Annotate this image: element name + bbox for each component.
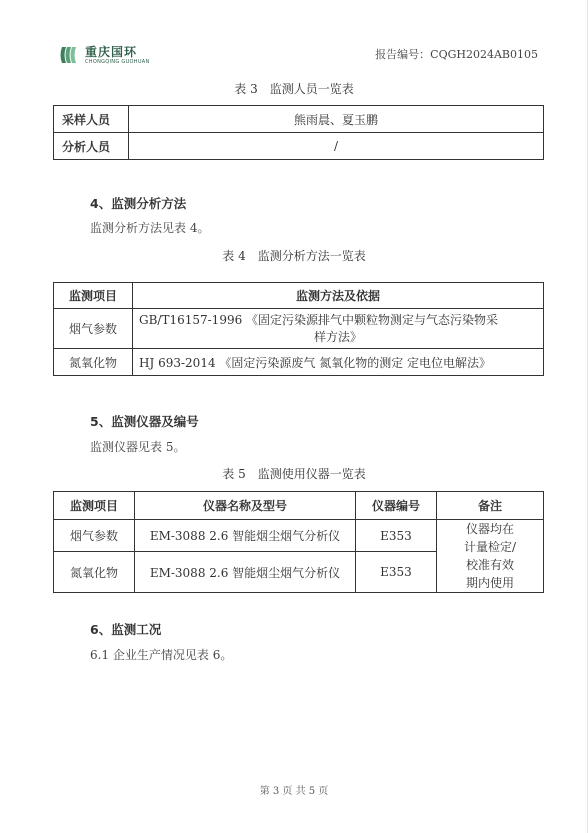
report-number: 报告编号：CQGH2024AB0105 (375, 48, 538, 61)
staff-table (53, 105, 544, 160)
table-row (54, 349, 544, 376)
table-row (54, 133, 544, 160)
method-table (53, 282, 544, 376)
table-row (54, 106, 544, 133)
method-item-flue: 烟气参数 (54, 309, 133, 349)
section4-heading: 4、监测分析方法 (90, 196, 187, 211)
method-item-nox: 氮氧化物 (54, 349, 133, 376)
instrument-header-code: 仪器编号 (356, 492, 437, 520)
logo-icon (58, 44, 80, 66)
instrument-name-nox: EM-3088 2.6 智能烟尘烟气分析仪 (135, 552, 356, 593)
staff-label-sampling: 采样人员 (54, 106, 129, 133)
section6-heading: 6、监测工况 (90, 622, 162, 637)
method-header-method: 监测方法及依据 (133, 283, 544, 309)
instrument-code-nox: E353 (356, 552, 437, 593)
remark-line: 期内使用 (465, 576, 514, 590)
section4-text: 监测分析方法见表 4。 (90, 221, 210, 235)
table-row (54, 283, 544, 309)
instrument-header-name: 仪器名称及型号 (135, 492, 356, 520)
section5-heading: 5、监测仪器及编号 (90, 414, 199, 429)
section6-text: 6.1 企业生产情况见表 6。 (90, 648, 233, 662)
instrument-name-flue: EM-3088 2.6 智能烟尘烟气分析仪 (135, 520, 356, 552)
instrument-item-flue: 烟气参数 (54, 520, 135, 552)
method-header-item: 监测项目 (54, 283, 133, 309)
staff-label-analysis: 分析人员 (54, 133, 129, 160)
method-desc-flue-line2: 样方法》 (313, 329, 362, 344)
instrument-header-remark: 备注 (437, 492, 544, 520)
instrument-item-nox: 氮氧化物 (54, 552, 135, 593)
instrument-header-item: 监测项目 (54, 492, 135, 520)
method-desc-nox: HJ 693-2014 《固定污染源废气 氮氧化物的测定 定电位电解法》 (133, 349, 544, 376)
instrument-remark (437, 520, 544, 593)
section5-text: 监测仪器见表 5。 (90, 440, 186, 454)
logo-name-cn: 重庆国环 (85, 44, 138, 59)
remark-line: 校准有效 (465, 558, 514, 572)
instrument-table (53, 491, 544, 593)
staff-value-analysis: / (129, 133, 544, 160)
method-desc-flue (133, 309, 544, 349)
remark-line: 仪器均在 (465, 522, 514, 536)
table-row (54, 492, 544, 520)
instrument-code-flue: E353 (356, 520, 437, 552)
remark-line: 计量检定/ (463, 540, 517, 554)
table3-caption: 表 3 监测人员一览表 (234, 82, 354, 96)
page-number: 第 3 页 共 5 页 (259, 786, 329, 797)
table-row (54, 520, 544, 552)
table5-caption: 表 5 监测使用仪器一览表 (222, 467, 366, 481)
company-logo (58, 44, 150, 66)
table4-caption: 表 4 监测分析方法一览表 (222, 249, 366, 263)
method-desc-flue-line1: GB/T16157-1996 《固定污染源排气中颗粒物测定与气态污染物采 (139, 312, 499, 327)
table-row (54, 309, 544, 349)
logo-name-en: CHONGQING GUOHUAN (85, 58, 150, 65)
staff-value-sampling: 熊雨晨、夏玉鹏 (129, 106, 544, 133)
